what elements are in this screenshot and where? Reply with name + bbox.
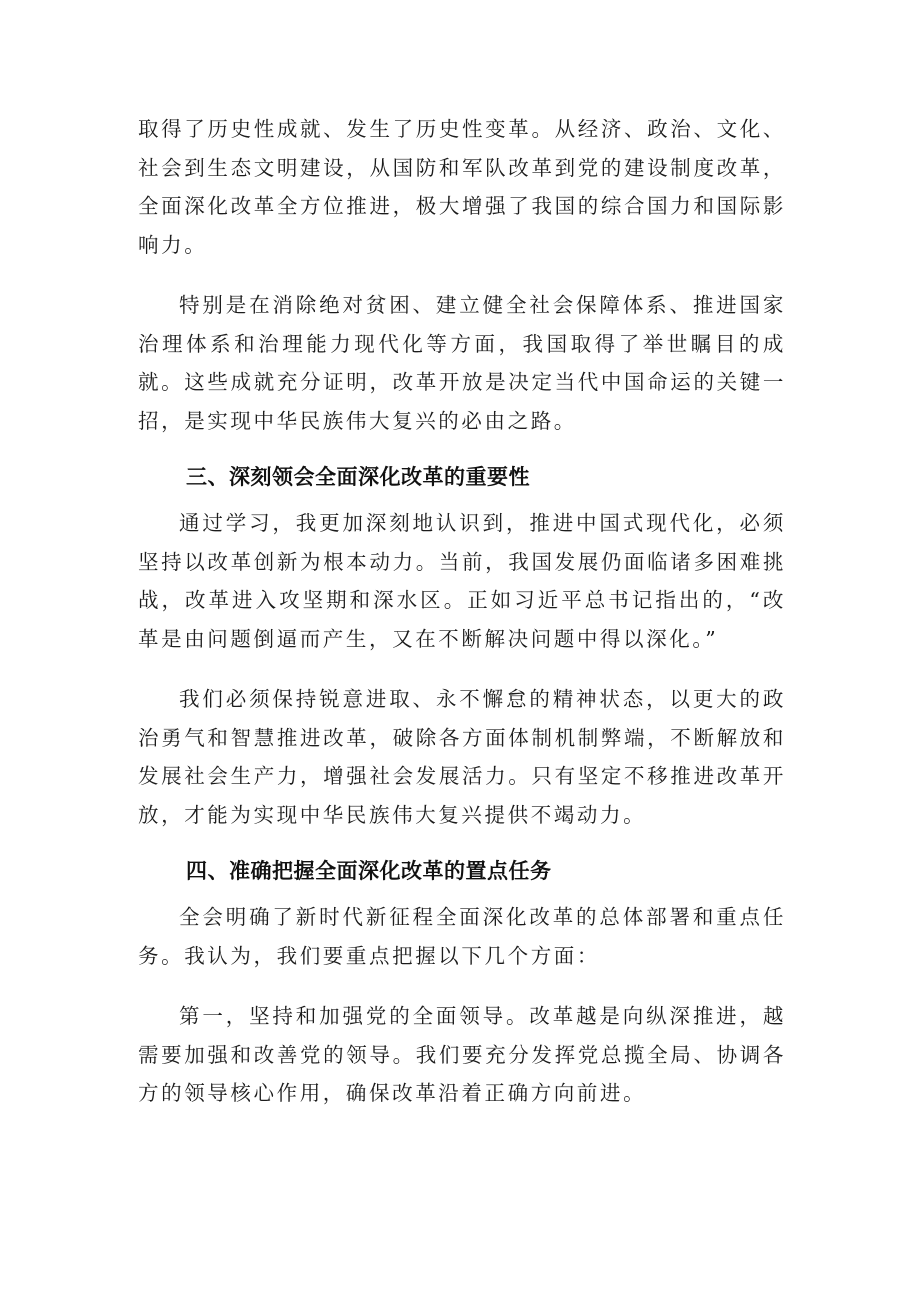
paragraph-gap xyxy=(138,496,786,504)
paragraph: 我们必须保持锐意进取、永不懈怠的精神状态，以更大的政治勇气和智慧推进改革，破除各方面体制机制弊端，不断解放和发展社会生产力，增强社会发展活力。只有坚定不移推进改革开放，才能为实现中华民族伟大复兴提供不竭动力。 xyxy=(138,687,786,827)
paragraph: 特别是在消除绝对贫困、建立健全社会保障体系、推进国家治理体系和治理能力现代化等方面，我国取得了举世瞩目的成就。这些成就充分证明，改革开放是决定当代中国命运的关键一招，是实现中华民族伟大复兴的必由之路。 xyxy=(138,293,786,433)
paragraph: 全会明确了新时代新征程全面深化改革的总体部署和重点任务。我认为，我们要重点把握以下几个方面： xyxy=(138,905,786,968)
paragraph: 取得了历史性成就、发生了历史性变革。从经济、政治、文化、社会到生态文明建设，从国防和军队改革到党的建设制度改革，全面深化改革全方位推进，极大增强了我国的综合国力和国际影响力。 xyxy=(138,117,786,257)
section-heading-3: 三、深刻领会全面深化改革的重要性 xyxy=(186,465,530,489)
paragraph: 第一，坚持和加强党的全面领导。改革越是向纵深推进，越需要加强和改善党的领导。我们要充分发挥党总揽全局、协调各方的领导核心作用，确保改革沿着正确方向前进。 xyxy=(138,1004,786,1105)
paragraph-gap xyxy=(138,658,786,680)
section-heading-4: 四、准确把握全面深化改革的置点任务 xyxy=(186,859,552,883)
document-body xyxy=(138,110,786,1113)
paragraph-gap xyxy=(138,264,786,286)
paragraph: 通过学习，我更加深刻地认识到，推进中国式现代化，必须坚持以改革创新为根本动力。当前，我国发展仍面临诸多困难挑战，改革进入攻坚期和深水区。正如习近平总书记指出的，“改革是由问题倒逼而产生，又在不断解决问题中得以深化。” xyxy=(138,511,786,651)
paragraph-gap xyxy=(138,975,786,997)
paragraph-gap xyxy=(138,440,786,458)
paragraph-gap xyxy=(138,834,786,852)
paragraph-gap xyxy=(138,890,786,898)
